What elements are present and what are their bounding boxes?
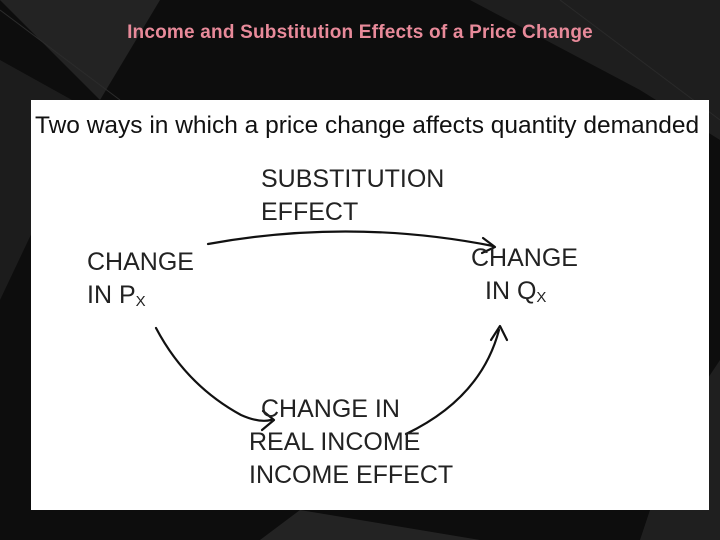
change-in-qx-line-1: CHANGE <box>471 244 578 272</box>
change-in-px-label <box>87 246 194 318</box>
diagram-panel <box>31 100 709 510</box>
diagram-heading: Two ways in which a price change affects quantity demanded <box>35 112 700 139</box>
income-line-3: INCOME EFFECT <box>249 461 454 489</box>
income-effect-label <box>249 393 453 492</box>
change-in-qx-line-2 <box>471 275 578 314</box>
substitution-line-2: EFFECT <box>261 198 359 226</box>
change-in-px-line-2 <box>87 279 194 318</box>
qx-subscript: X <box>536 289 547 306</box>
slide-title: Income and Substitution Effects of a Price Change <box>127 22 593 43</box>
substitution-line-1: SUBSTITUTION <box>261 165 445 193</box>
change-in-px-prefix: IN P <box>87 281 136 309</box>
substitution-effect-label <box>261 163 444 229</box>
income-line-1: CHANGE IN <box>261 395 400 423</box>
px-subscript: X <box>135 293 146 310</box>
change-in-qx-label <box>471 242 578 314</box>
substitution-arrow <box>208 231 493 246</box>
change-in-px-line-1: CHANGE <box>87 248 194 276</box>
income-line-2: REAL INCOME <box>249 428 421 456</box>
change-in-qx-prefix: IN Q <box>485 277 537 305</box>
